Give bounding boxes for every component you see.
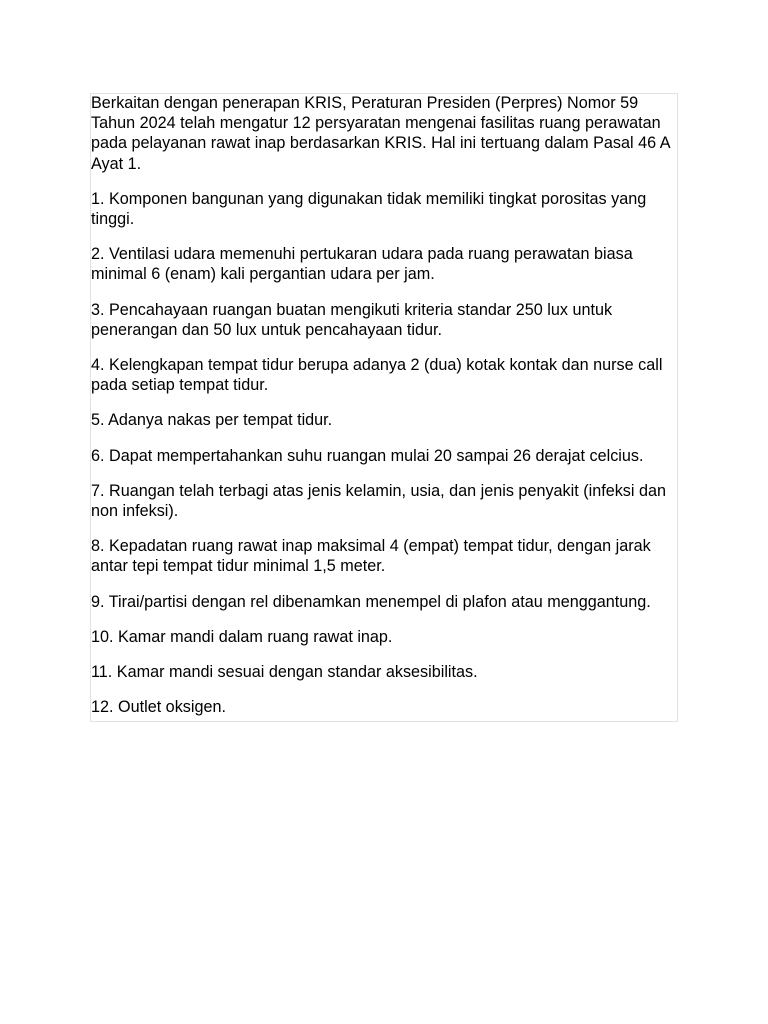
list-item-5: 5. Adanya nakas per tempat tidur. [91,411,333,430]
list-item-2: 2. Ventilasi udara memenuhi pertukaran udara pada ruang perawatan biasa minimal 6 (enam) kali pergantian udara per jam. [91,245,633,284]
list-item-3: 3. Pencahayaan ruangan buatan mengikuti kriteria standar 250 lux untuk penerangan dan 50 lux untuk pencahayaan tidur. [91,300,613,339]
list-item-11: 11. Kamar mandi sesuai dengan standar aksesibilitas. [91,663,478,682]
list-item-9: 9. Tirai/partisi dengan rel dibenamkan menempel di plafon atau menggantung. [91,592,651,611]
list-item-1: 1. Komponen bangunan yang digunakan tidak memiliki tingkat porositas yang tinggi. [91,189,647,229]
document-body [91,93,681,732]
list-item-10: 10. Kamar mandi dalam ruang rawat inap. [91,627,393,646]
list-item-7: 7. Ruangan telah terbagi atas jenis kelamin, usia, dan jenis penyakit (infeksi dan non infeksi). [91,481,667,521]
list-item-8: 8. Kepadatan ruang rawat inap maksimal 4 (empat) tempat tidur, dengan jarak antar tepi tempat tidur minimal 1,5 meter. [91,537,651,576]
intro-paragraph: Berkaitan dengan penerapan KRIS, Peraturan Presiden (Perpres) Nomor 59 Tahun 2024 telah mengatur 12 persyaratan mengenai fasilitas ruang perawatan pada pelayanan rawat inap berdasarkan KRIS. Hal ini tertuang dalam Pasal 46 A Ayat 1. [91,94,670,173]
list-item-4: 4. Kelengkapan tempat tidur berupa adanya 2 (dua) kotak kontak dan nurse call pada setiap tempat tidur. [91,356,663,395]
list-item-6: 6. Dapat mempertahankan suhu ruangan mulai 20 sampai 26 derajat celcius. [91,446,644,465]
list-item-12: 12. Outlet oksigen. [91,698,226,717]
